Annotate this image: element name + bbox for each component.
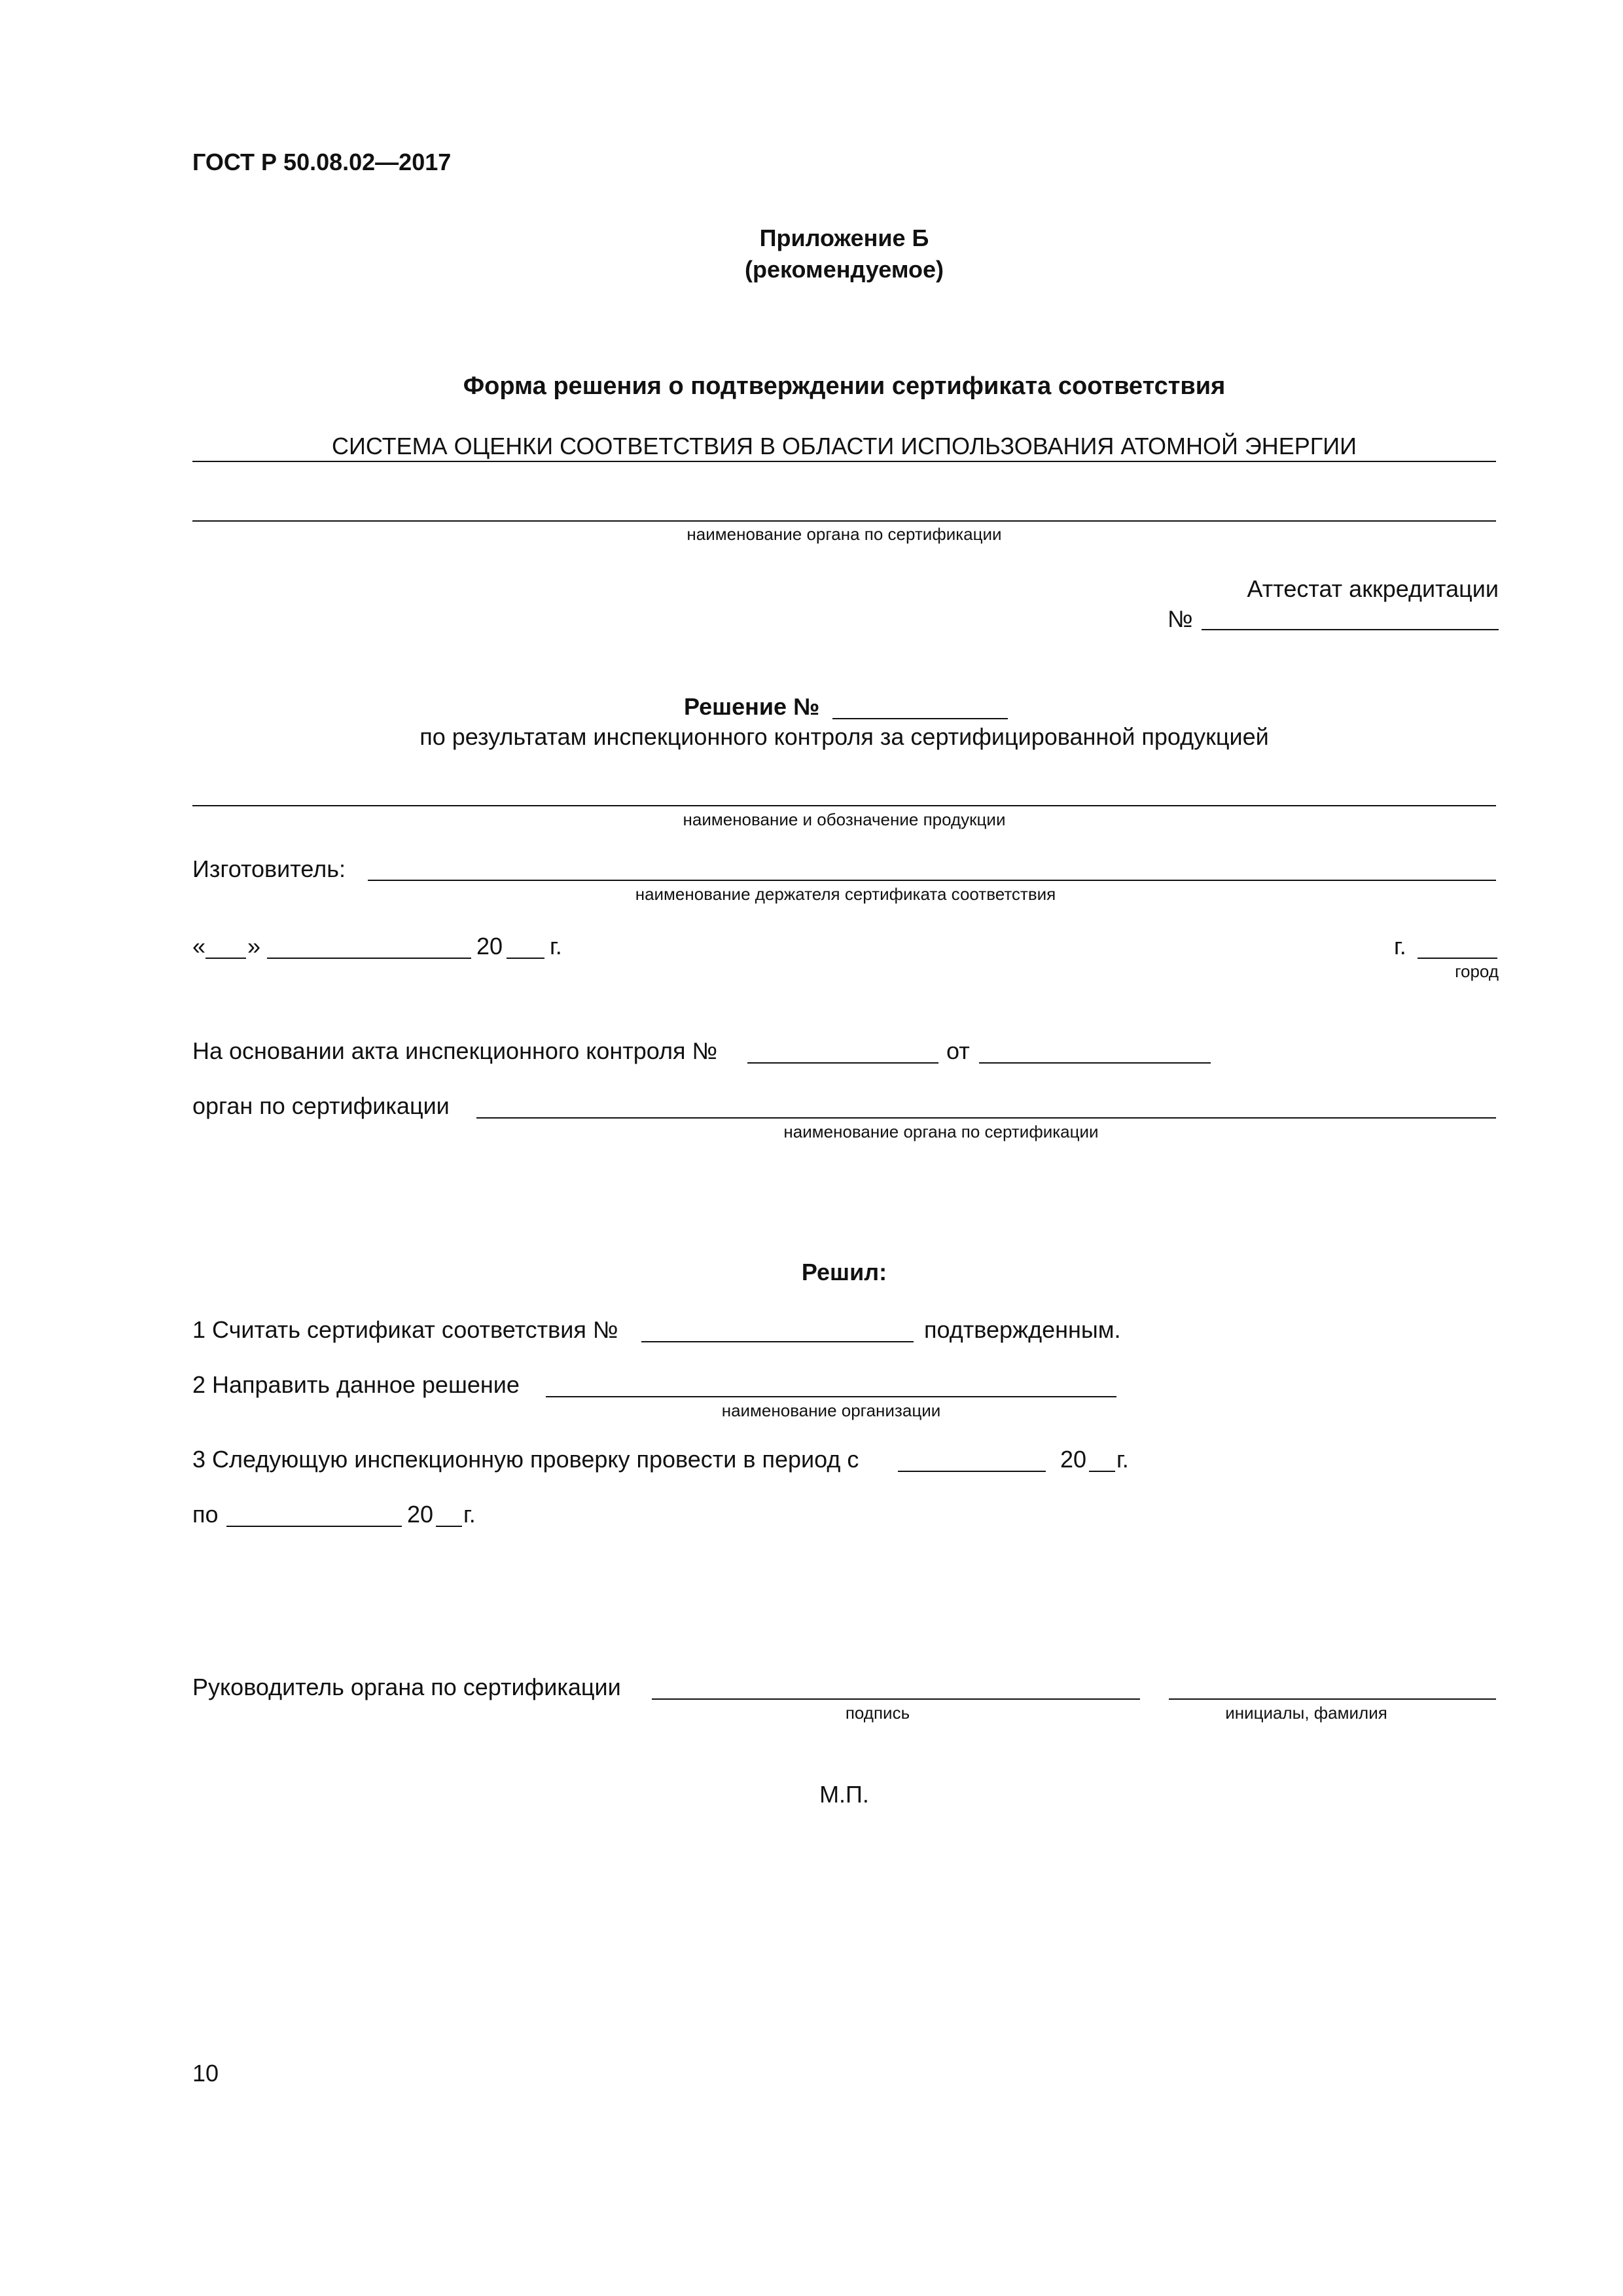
signature-label: Руководитель органа по сертификации xyxy=(192,1674,621,1700)
item2-organization-field[interactable] xyxy=(546,1396,1116,1397)
accreditation-number-sign: № xyxy=(1168,605,1193,632)
item4-year-suffix: г. xyxy=(463,1501,476,1528)
date-year-suffix: г. xyxy=(550,933,562,960)
city-prefix: г. xyxy=(1394,933,1406,960)
basis-act-number-field[interactable] xyxy=(747,1062,938,1064)
item3-text: 3 Следующую инспекционную проверку провести в период с xyxy=(192,1446,859,1473)
accreditation-label: Аттестат аккредитации xyxy=(1247,575,1499,602)
form-title: Форма решения о подтверждении сертификата соответствия xyxy=(463,372,1226,400)
item1-end: подтвержденным. xyxy=(924,1316,1121,1343)
item4-period-end-field[interactable] xyxy=(226,1526,402,1527)
item4-year-field[interactable] xyxy=(436,1526,462,1527)
item3-year-prefix: 20 xyxy=(1060,1446,1087,1473)
decision-number-field[interactable] xyxy=(832,718,1008,719)
cert-body-field[interactable] xyxy=(476,1117,1496,1119)
resolved-heading: Решил: xyxy=(801,1259,887,1285)
item1-cert-number-field[interactable] xyxy=(641,1341,914,1342)
city-field[interactable] xyxy=(1418,958,1497,959)
item3-year-field[interactable] xyxy=(1089,1471,1115,1472)
date-quote-open: « xyxy=(192,933,206,960)
date-day-field[interactable] xyxy=(205,958,246,959)
signature-field[interactable] xyxy=(652,1698,1140,1700)
item3-period-start-field[interactable] xyxy=(898,1471,1046,1472)
system-name-underline xyxy=(192,461,1496,462)
date-year-field[interactable] xyxy=(507,958,544,959)
signature-caption: подпись xyxy=(845,1703,910,1723)
basis-text: На основании акта инспекционного контроля № xyxy=(192,1037,718,1064)
manufacturer-label: Изготовитель: xyxy=(192,855,346,882)
page-number: 10 xyxy=(192,2060,219,2087)
item3-year-suffix: г. xyxy=(1116,1446,1129,1473)
decision-subtitle: по результатам инспекционного контроля за сертифицированной продукцией xyxy=(419,723,1269,750)
cert-body-label: орган по сертификации xyxy=(192,1092,450,1119)
name-field[interactable] xyxy=(1169,1698,1496,1700)
decision-title: Решение № xyxy=(684,693,820,720)
city-caption: город xyxy=(1455,961,1499,981)
holder-caption: наименование держателя сертификата соответствия xyxy=(635,884,1056,904)
manufacturer-field[interactable] xyxy=(368,880,1496,881)
cert-body-caption-2: наименование органа по сертификации xyxy=(783,1122,1099,1141)
organization-caption: наименование организации xyxy=(721,1401,941,1420)
product-caption: наименование и обозначение продукции xyxy=(683,810,1006,829)
seal-place: М.П. xyxy=(819,1781,869,1808)
cert-body-caption: наименование органа по сертификации xyxy=(687,524,1002,544)
accreditation-number-field[interactable] xyxy=(1202,629,1499,630)
basis-date-field[interactable] xyxy=(979,1062,1211,1064)
appendix-title: Приложение Б xyxy=(759,224,929,251)
cert-body-line xyxy=(192,520,1496,522)
name-caption: инициалы, фамилия xyxy=(1225,1703,1387,1723)
item2-text: 2 Направить данное решение xyxy=(192,1371,520,1398)
basis-from: от xyxy=(946,1037,970,1064)
system-name: СИСТЕМА ОЦЕНКИ СООТВЕТСТВИЯ В ОБЛАСТИ ИСПОЛЬЗОВАНИЯ АТОМНОЙ ЭНЕРГИИ xyxy=(331,433,1357,459)
date-month-field[interactable] xyxy=(267,958,471,959)
date-year-prefix: 20 xyxy=(476,933,503,960)
appendix-subtitle: (рекомендуемое) xyxy=(745,256,944,283)
item4-prefix: по xyxy=(192,1501,219,1528)
date-quote-close: » xyxy=(247,933,261,960)
item1-text: 1 Считать сертификат соответствия № xyxy=(192,1316,618,1343)
item4-year-prefix: 20 xyxy=(407,1501,434,1528)
product-line[interactable] xyxy=(192,805,1496,806)
standard-designation: ГОСТ Р 50.08.02—2017 xyxy=(192,149,452,175)
